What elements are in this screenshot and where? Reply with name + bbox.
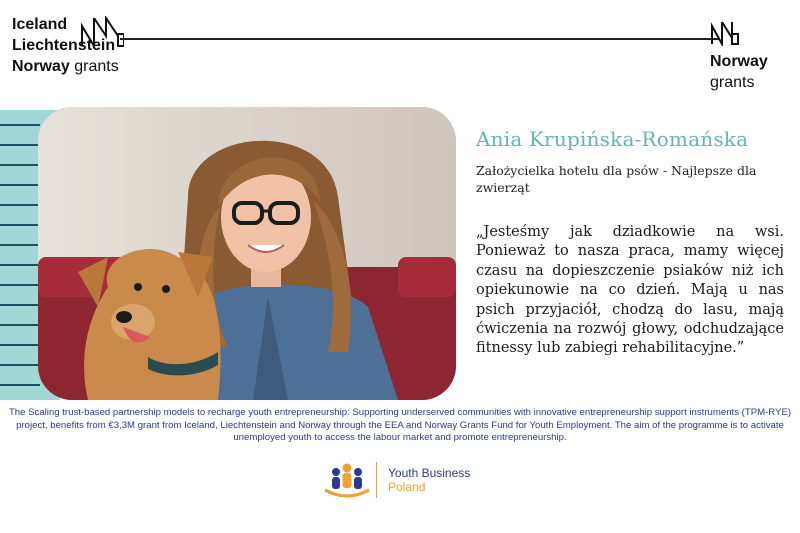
person-role: Założycielka hotelu dla psów - Najlepsze dla zwierząt xyxy=(476,163,757,195)
partner-name-line2: Poland xyxy=(388,480,426,494)
person-quote: „Jesteśmy jak dziadkowie na wsi. Ponieważ to nasza praca, mamy więcej czasu na dopieszczenie psiaków niż ich opiekunowie na co dzień. Mają u nas psich przyjaciół, chodzą do lasu, mają ćwiczenia na rozwój głowy, odchudzające fitnessy lub zabiegi rehabilitacyjne.” xyxy=(476,224,784,357)
youth-business-poland-logo-icon xyxy=(322,460,372,500)
norway-grants-mark-icon xyxy=(710,20,740,46)
portrait-photo xyxy=(38,107,456,400)
partner-logo-divider xyxy=(376,462,377,498)
grants-label: grants xyxy=(710,74,755,91)
header-rule xyxy=(120,38,720,40)
programme-description: The Scaling trust-based partnership models to recharge youth entrepreneurship: Supporting underserved communities with innovative entrepreneurship support instruments (TPM-RYE) project, benefits from €3,3M grant from Iceland, Liechtenstein and Norway through the EEA and Norway Grants Fund for Youth Employment. The aim of the programme is to activate unemployed youth to access the labour market and promote entrepreneurship. xyxy=(8,407,792,444)
logo-line-liechtenstein: Liechtenstein xyxy=(12,37,116,54)
norway-label: Norway xyxy=(710,53,768,70)
person-name: Ania Krupińska-Romańska xyxy=(476,127,749,151)
norway-grants-logo xyxy=(710,20,780,96)
partner-name-line1: Youth Business xyxy=(388,466,471,480)
logo-line-iceland: Iceland xyxy=(12,16,68,33)
grants-mark-icon xyxy=(80,16,124,48)
logo-line-norway-grants: Norway grants xyxy=(12,58,119,75)
woman-with-dog-illustration xyxy=(38,107,456,400)
iceland-liechtenstein-norway-grants-logo xyxy=(12,14,172,94)
